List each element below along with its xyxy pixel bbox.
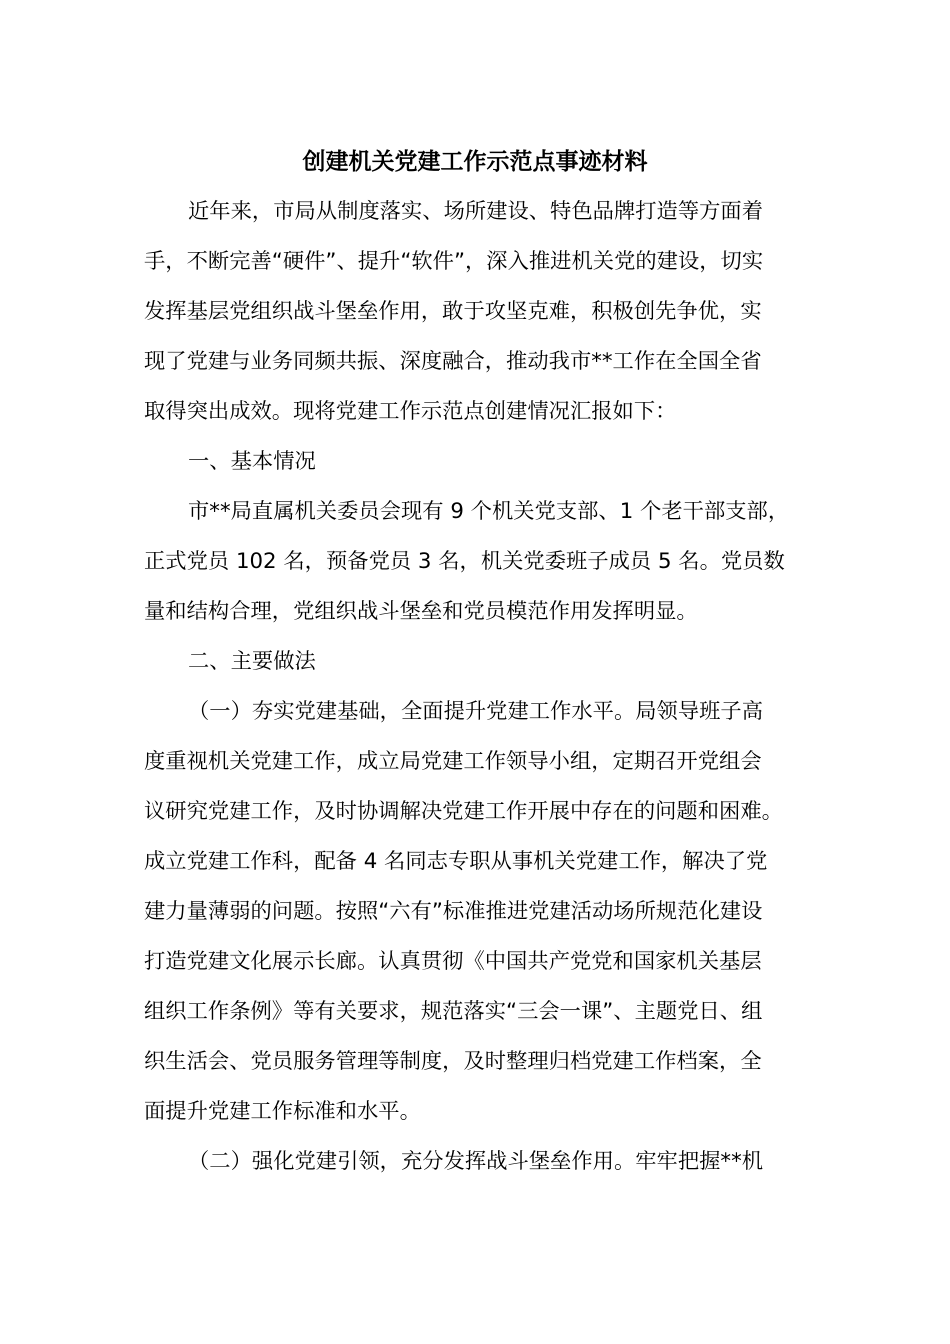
paragraph-intro: [144, 187, 810, 437]
text-line: 二、主要做法: [188, 649, 316, 674]
section-heading-main-practices: [144, 637, 810, 687]
text-line: 取得突出成效。现将党建工作示范点创建情况汇报如下：: [144, 399, 677, 424]
text-line: 成立党建工作科，配备 4 名同志专职从事机关党建工作，解决了党: [144, 849, 768, 874]
text-line: 建力量薄弱的问题。按照“六有”标准推进党建活动场所规范化建设: [144, 899, 763, 924]
text-line: 织生活会、党员服务管理等制度，及时整理归档党建工作档案，全: [144, 1049, 762, 1074]
text-line: 现了党建与业务同频共振、深度融合，推动我市**工作在全国全省: [144, 349, 762, 374]
text-line: 近年来，市局从制度落实、场所建设、特色品牌打造等方面着: [188, 199, 764, 224]
paragraph-practice-one: [144, 687, 810, 1137]
text-line: 面提升党建工作标准和水平。: [144, 1099, 421, 1124]
text-line: 打造党建文化展示长廊。认真贯彻《中国共产党党和国家机关基层: [144, 949, 762, 974]
section-heading-basic: [144, 437, 810, 487]
text-line: 发挥基层党组织战斗堡垒作用，敢于攻坚克难，积极创先争优，实: [144, 299, 762, 324]
text-line: 量和结构合理，党组织战斗堡垒和党员模范作用发挥明显。: [144, 599, 698, 624]
text-line: 手，不断完善“硬件”、提升“软件”，深入推进机关党的建设，切实: [144, 249, 764, 274]
text-line: 议研究党建工作，及时协调解决党建工作开展中存在的问题和困难。: [144, 799, 783, 824]
paragraph-basic-situation: [144, 487, 810, 637]
text-line: （一）夯实党建基础，全面提升党建工作水平。局领导班子高: [188, 699, 764, 724]
paragraph-practice-two: [144, 1137, 810, 1187]
text-line: 度重视机关党建工作，成立局党建工作领导小组，定期召开党组会: [144, 749, 762, 774]
text-line: 正式党员 102 名，预备党员 3 名，机关党委班子成员 5 名。党员数: [144, 549, 785, 574]
text-line: 组织工作条例》等有关要求，规范落实“三会一课”、主题党日、组: [144, 999, 763, 1024]
text-line: 市**局直属机关委员会现有 9 个机关党支部、1 个老干部支部，: [188, 499, 790, 524]
document-title: 创建机关党建工作示范点事迹材料: [302, 149, 648, 175]
text-line: （二）强化党建引领，充分发挥战斗堡垒作用。牢牢把握**机: [188, 1149, 764, 1174]
text-line: 一、基本情况: [188, 449, 316, 474]
document-body: [144, 187, 810, 1187]
